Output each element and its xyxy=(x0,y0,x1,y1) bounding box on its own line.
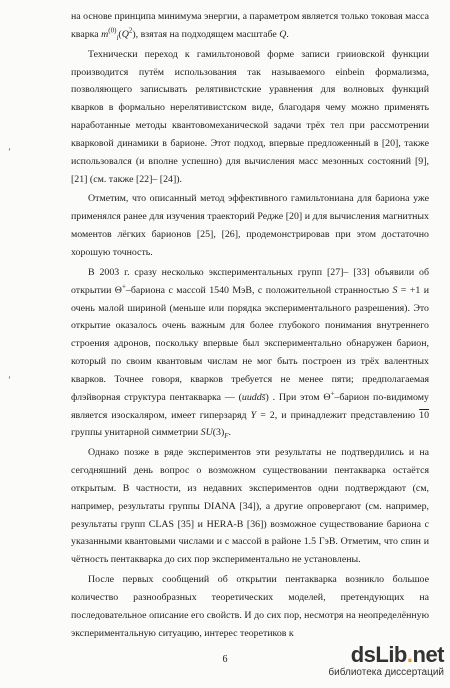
text-run: ), взятая на подходящем масштабе xyxy=(132,28,280,40)
text-run: uudds̄ xyxy=(241,391,266,403)
paragraph xyxy=(71,264,429,442)
text-run: Однако позже в ряде экспериментов эти результаты не подтвердились и на сегодняшний день вопрос о возможном существовании пентакварка остаётся открытым. В частности, из недавних экспериментов одни подтверждают (см, например, результаты группы DIANA [34]), а другие опровергают (см. например, результаты групп CLAS [35] и HERA-B [36]) возможное существование бариона с указанными квантовыми числами и с массой в районе 1.5 ГэВ. Отметим, что спин и чётность пентакварка до сих пор экспериментально не установлены. xyxy=(71,447,429,566)
paragraph xyxy=(71,190,429,261)
text-run: Y xyxy=(250,409,257,421)
text-run: . xyxy=(286,28,289,40)
text-run: Отметим, что описанный метод эффективного гамильтониана для бариона уже применялся ранее для изучения траекторий Редже [20] и для вычисления магнитных моментов лёгких барионов [25], [26], продемонстрировав при этом достаточно хорошую точность. xyxy=(71,193,429,258)
text-run: группы унитарной симметрии xyxy=(71,427,201,439)
text-run: = 2, и принадлежит представлению xyxy=(256,409,420,421)
text-run: После первых сообщений об открытии пентакварка возникло большое количество разнообразных теоретических моделей, претендующих на последовательное описание его свойств. И до сих пор, несмотря на неопределённую экспериментальную ситуацию, интерес теоретиков к xyxy=(71,574,429,639)
body-text xyxy=(71,8,429,643)
margin-mark: ʼ xyxy=(8,376,11,386)
text-run: (0) xyxy=(108,26,117,35)
paragraph xyxy=(71,571,429,642)
text-run: + xyxy=(330,389,335,398)
text-run: = +1 и очень малой шириной (меньше или порядка экспериментального разрешения). Это открытие оказалось очень важным для более глубокого понимания внутреннего строения адронов, поскольку впервые был экспериментально обнаружен барион, который по своим квантовым числам не мог быть построен из трёх валентных кварков. Точнее говоря, кварков требуется не менее пяти; предполагаемая флэйворная структура пентакварка — ( xyxy=(71,284,429,403)
watermark-subtitle: библиотека диссертаций xyxy=(328,667,444,678)
watermark-logo: dsLib.net xyxy=(350,642,444,667)
text-run: ( xyxy=(118,28,122,40)
text-run: на основе принципа минимума энергии, а параметром является только токовая масса кварка xyxy=(71,11,429,40)
text-run: ) . При этом Θ xyxy=(265,391,331,403)
text-run: S xyxy=(392,284,398,296)
margin-mark: ʼ xyxy=(8,148,11,158)
paragraph xyxy=(71,8,429,44)
text-run: F xyxy=(224,432,229,441)
text-run: –барион по-видимому является изоскаляром, имеет гиперзаряд xyxy=(71,391,429,421)
text-run: . xyxy=(228,427,232,439)
text-run: m xyxy=(101,28,109,40)
text-run: 10 xyxy=(419,409,429,421)
text-run: (3) xyxy=(212,427,225,439)
text-run: Q xyxy=(279,28,287,40)
text-run: –бариона с массой 1540 МэВ, с положительной странностью xyxy=(125,284,393,296)
text-run: Q xyxy=(121,28,129,40)
text-run: Технически переход к гамильтоновой форме записи грииовской функции производится путём использования так называемого einbein формализма, позволяющего записывать релятивистские уравнения для волновых функций кварков в формально нерелятивистском виде, благодаря чему можно применять наработанные методы квантовомеханической задачи трёх тел при рассмотрении кварковой динамики в барионе. Этот подход, впервые предложенный в [20], также использовался (и вполне успешно) для вычисления масс мезонных состояний [9], [21] (см. также [22]– [24]). xyxy=(71,48,429,185)
text-run: SU xyxy=(200,427,213,439)
text-run: i xyxy=(116,33,119,42)
watermark xyxy=(324,642,444,682)
paragraph xyxy=(71,444,429,569)
text-run: В 2003 г. сразу несколько экспериментальных групп [27]– [33] объявили об открытии Θ xyxy=(71,266,429,296)
page-number: 6 xyxy=(222,654,228,665)
paragraph xyxy=(71,46,429,189)
text-run: 2 xyxy=(128,26,133,35)
text-run: + xyxy=(121,282,126,291)
